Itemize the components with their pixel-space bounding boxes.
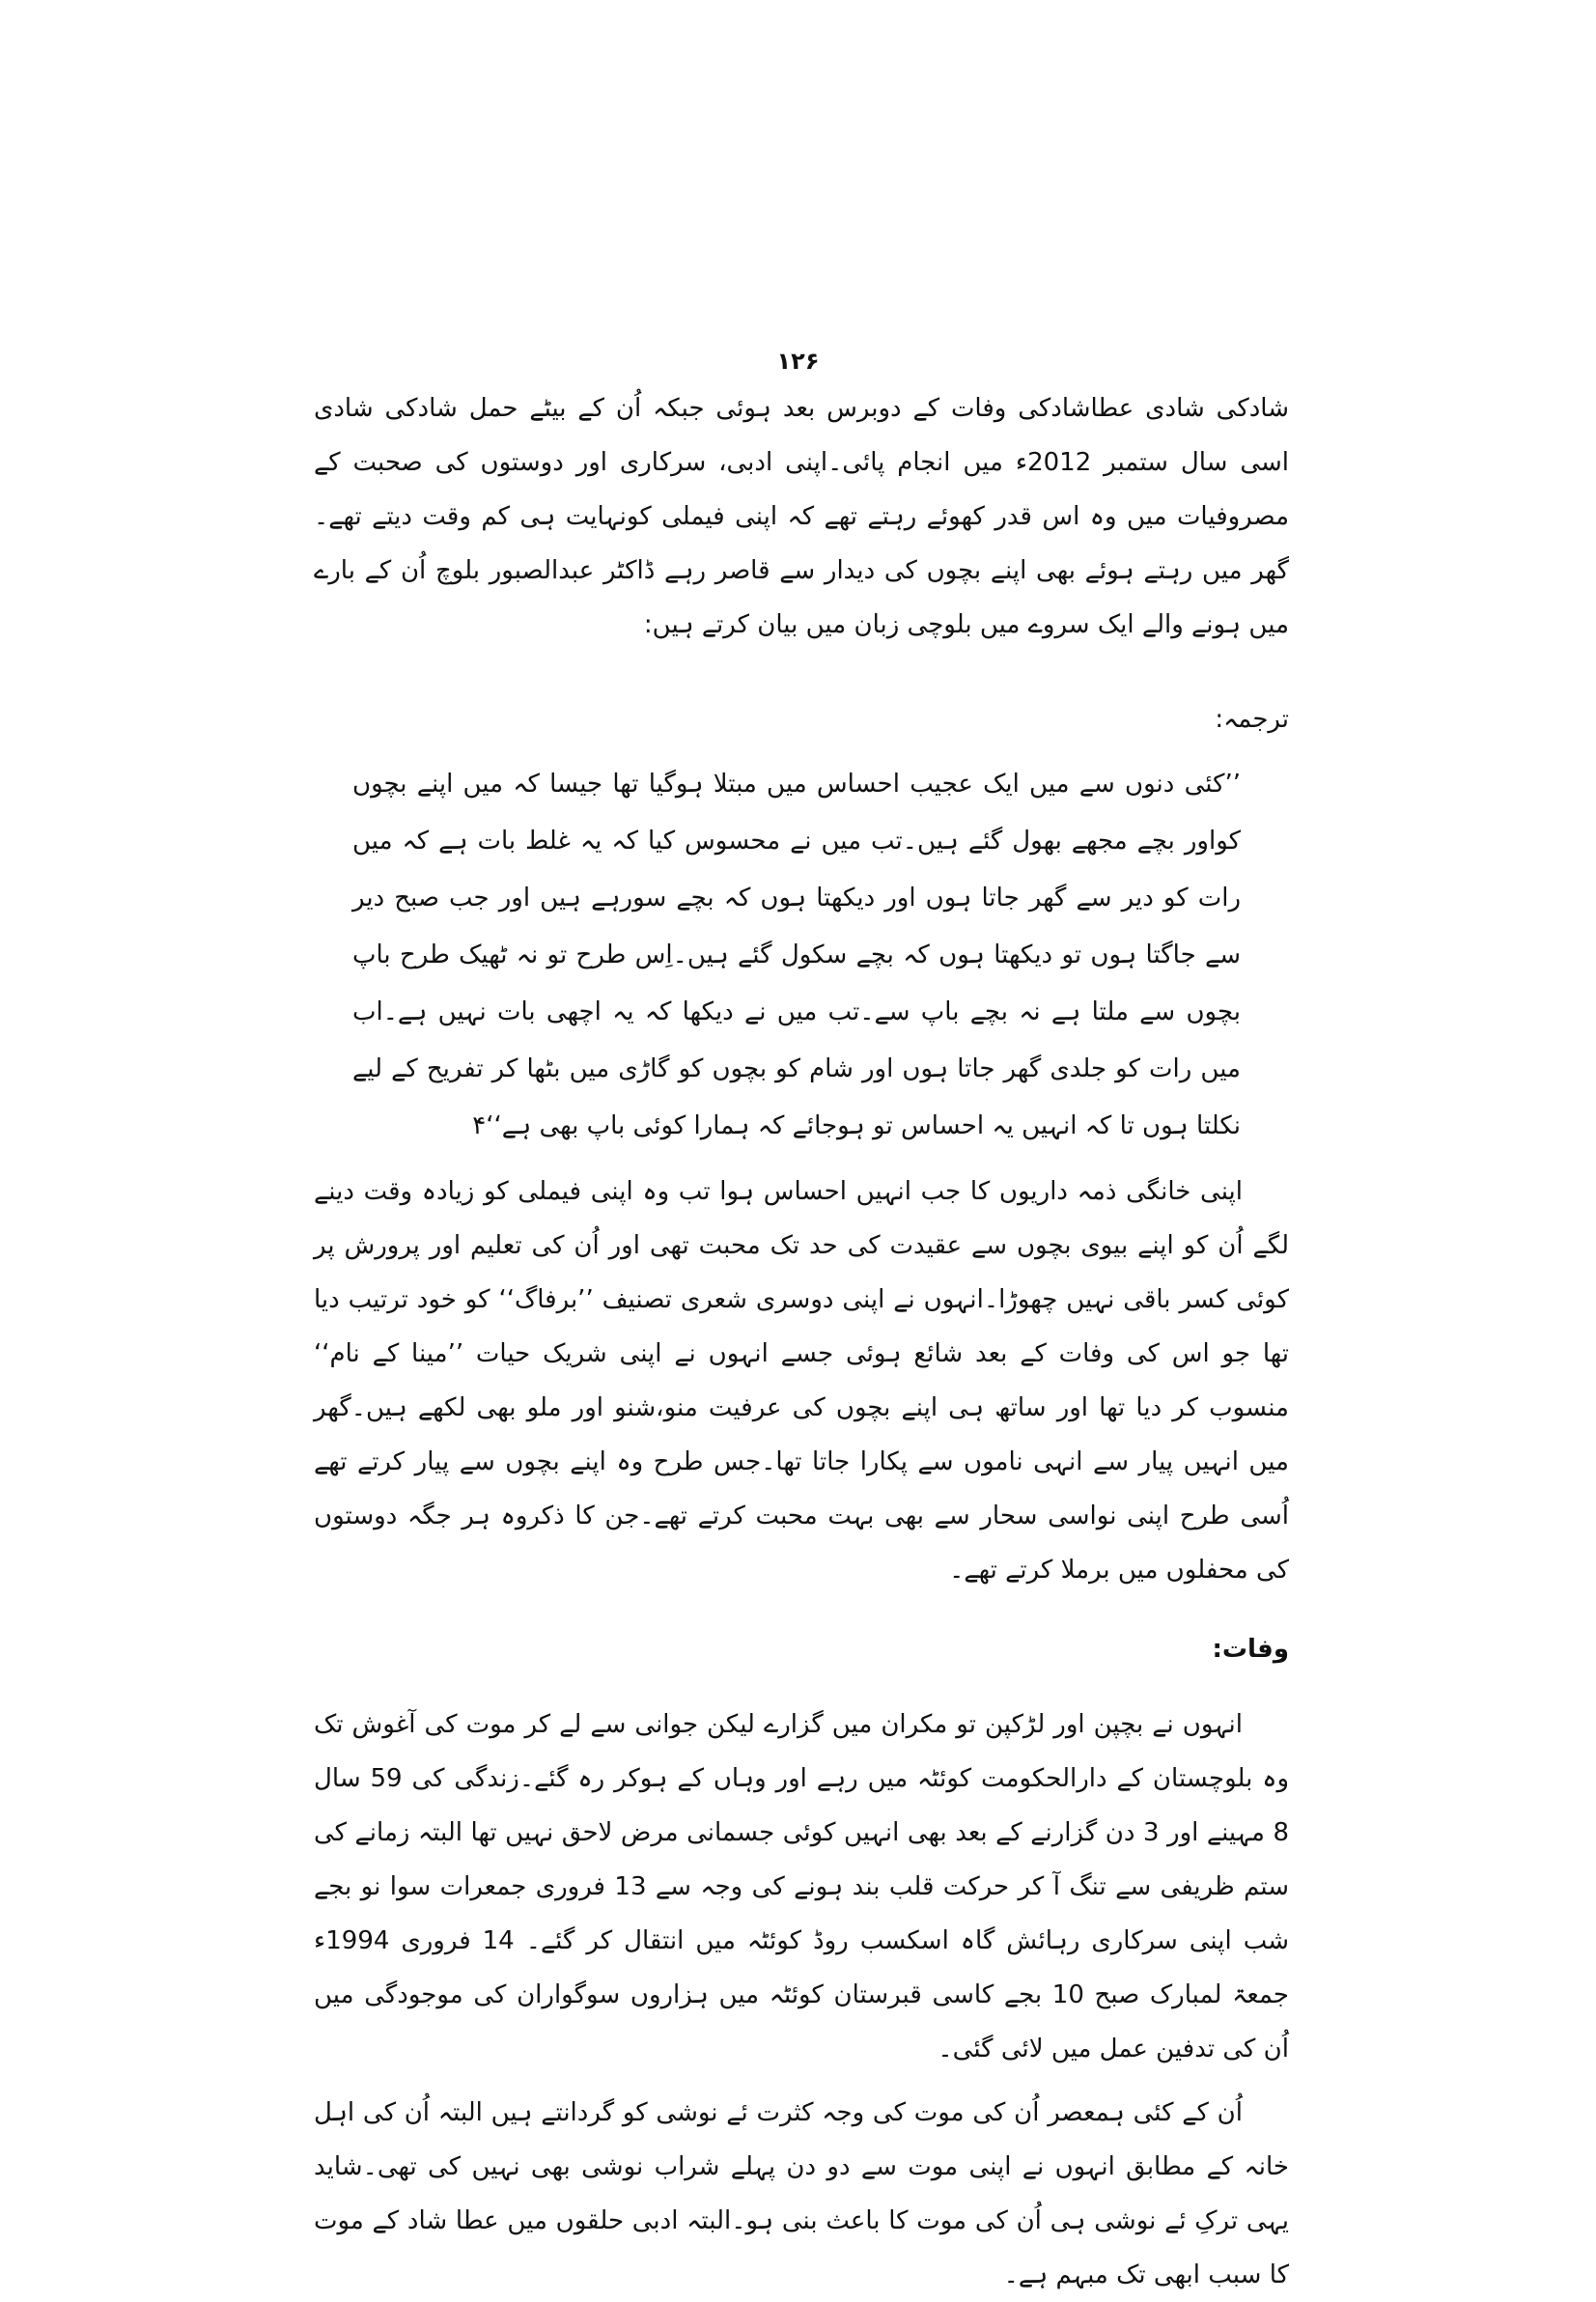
paragraph-cause: اُن کے کئی ہمعصر اُن کی موت کی وجہ کثرت ئے نوشی کو گردانتے ہیں البتہ اُن کی اہل خانہ کے مطابق انہوں نے اپنی موت سے دو دن پہلے شراب نوشی بھی نہیں کی تھی۔شاید یہی ترکِ ئے نوشی ہی اُن کی موت کا باعث بنی ہو۔البتہ ادبی حلقوں میں عطا شاد کے موت کا سبب ابھی تک مبہم ہے۔ — [314, 2098, 1289, 2289]
block-quote — [352, 756, 1241, 1155]
page-body — [314, 381, 1289, 2302]
paragraph-marriage: شادکی شادی عطاشادکی وفات کے دوبرس بعد ہوئی جبکہ اُن کے بیٹے حمل شادکی شادی اسی سال ستمبر 2012ء میں انجام پائی۔اپنی ادبی، سرکاری اور دوستوں کی صحبت کے مصروفیات میں وہ اس قدر کھوئے رہتے تھے کہ اپنی فیملی کونہایت ہی کم وقت دیتے تھے۔ گھر میں رہتے ہوئے بھی اپنے بچوں کی دیدار سے قاصر رہے ڈاکٹر عبدالصبور بلوچ اُن کے بارے میں ہونے والے ایک سروے میں بلوچی زبان میں بیان کرتے ہیں: — [314, 394, 1289, 639]
paragraph-family: اپنی خانگی ذمہ داریوں کا جب انہیں احساس ہوا تب وہ اپنی فیملی کو زیادہ وقت دینے لگے اُن کو اپنے بیوی بچوں سے عقیدت کی حد تک محبت تھی اور اُن کی تعلیم اور پرورش پر کوئی کسر باقی نہیں چھوڑا۔انہوں نے اپنی دوسری شعری تصنیف ’’برفاگ‘‘ کو خود ترتیب دیا تھا جو اس کی وفات کے بعد شائع ہوئی جسے انہوں نے اپنی شریک حیات ’’مینا کے نام‘‘ منسوب کر دیا تھا اور ساتھ ہی اپنے بچوں کی عرفیت منو،شنو اور ملو بھی لکھے ہیں۔گھر میں انہیں پیار سے انہی ناموں سے پکارا جاتا تھا۔جس طرح وہ اپنے بچوں سے پیار کرتے تھے اُسی طرح اپنی نواسی سحار سے بھی بہت محبت کرتے تھے۔جن کا ذکروہ ہر جگہ دوستوں کی محفلوں میں برملا کرتے تھے۔ — [314, 1177, 1289, 1585]
death-heading: وفات: — [1212, 1635, 1289, 1664]
translation-heading: ترجمہ: — [1215, 705, 1289, 734]
paragraph-death: انہوں نے بچپن اور لڑکپن تو مکران میں گزارے لیکن جوانی سے لے کر موت کی آغوش تک وہ بلوچستان کے دارالحکومت کوئٹہ میں رہے اور وہاں کے ہوکر رہ گئے۔زندگی کی 59 سال 8 مہینے اور 3 دن گزارنے کے بعد بھی انہیں کوئی جسمانی مرض لاحق نہیں تھا البتہ زمانے کی ستم ظریفی سے تنگ آ کر حرکت قلب بند ہونے کی وجہ سے 13 فروری جمعرات سوا نو بجے شب اپنی سرکاری رہائش گاہ اسکسب روڈ کوئٹہ میں انتقال کر گئے۔ 14 فروری 1994ء جمعۃ لمبارک صبح 10 بجے کاسی قبرستان کوئٹہ میں ہزاروں سوگواران کی موجودگی میں اُن کی تدفین عمل میں لائی گئی۔ — [314, 1710, 1290, 2063]
page-number: ۱۲۶ — [776, 348, 820, 375]
quote-text: ’’کئی دنوں سے میں ایک عجیب احساس میں مبتلا ہوگیا تھا جیسا کہ میں اپنے بچوں کواور بچے مجھے بھول گئے ہیں۔تب میں نے محسوس کیا کہ یہ غلط بات ہے کہ میں رات کو دیر سے گھر جاتا ہوں اور دیکھتا ہوں کہ بچے سورہے ہیں اور جب صبح دیر سے جاگتا ہوں تو دیکھتا ہوں کہ بچے سکول گئے ہیں۔اِس طرح تو نہ ٹھیک طرح باپ بچوں سے ملتا ہے نہ بچے باپ سے۔تب میں نے دیکھا کہ یہ اچھی بات نہیں ہے۔اب میں رات کو جلدی گھر جاتا ہوں اور شام کو بچوں کو گاڑی میں بٹھا کر تفریح کے لیے نکلتا ہوں تا کہ انہیں یہ احساس تو ہوجائے کہ ہمارا کوئی باپ بھی ہے‘‘۴ — [352, 770, 1241, 1140]
